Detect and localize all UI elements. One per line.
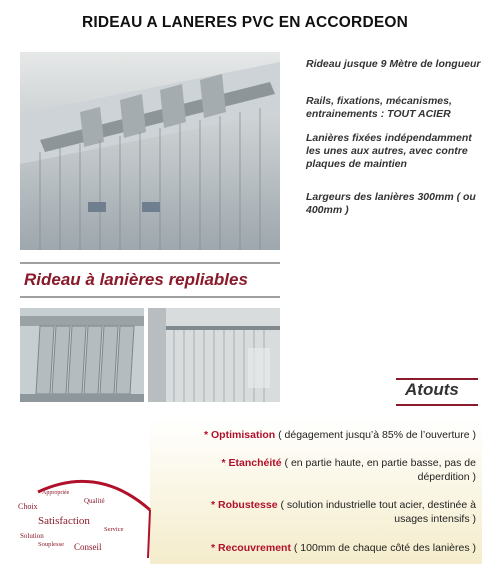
word-solution: Solution [20, 532, 44, 540]
word-cloud [8, 470, 153, 560]
spec-materials: Rails, fixations, mécanismes, entrainements : TOUT ACIER [306, 95, 452, 120]
word-satisfaction: Satisfaction [38, 515, 90, 527]
word-choix: Choix [18, 502, 38, 511]
word-service: Service [104, 526, 124, 533]
spec-length: Rideau jusque 9 Mètre de longueur [306, 58, 481, 70]
advantage-recouvrement: * Recouvrement ( 100mm de chaque côté des lanières ) [211, 542, 476, 554]
installed-curtain-photo [148, 308, 280, 402]
subhead-bottom-rule [20, 296, 280, 298]
folded-curtain-photo [20, 308, 144, 402]
word-appropriee: Appropriée [42, 490, 70, 496]
page-title: RIDEAU A LANERES PVC EN ACCORDEON [81, 14, 409, 31]
subhead-top-rule [20, 262, 280, 264]
spec-widths: Largeurs des lanières 300mm ( ou 400mm ) [306, 191, 476, 216]
main-curtain-photo [20, 52, 280, 250]
word-conseil: Conseil [74, 542, 102, 552]
advantage-optimisation: * Optimisation ( dégagement jusqu’à 85% de l’ouverture ) [204, 429, 476, 441]
spec-strips: Lanières fixées indépendamment les unes aux autres, avec contre plaques de maintien [306, 132, 472, 170]
atouts-label: Atouts [405, 380, 459, 399]
word-souplesse: Souplesse [38, 541, 64, 548]
advantage-etancheite: * Etanchéité ( en partie haute, en partie basse, pas de déperdition ) [221, 457, 476, 483]
section-subheading: Rideau à lanières repliables [24, 270, 248, 289]
word-qualite: Qualité [84, 497, 105, 505]
advantage-robustesse: * Robustesse ( solution industrielle tout acier, destinée à usages intensifs ) [211, 499, 476, 525]
